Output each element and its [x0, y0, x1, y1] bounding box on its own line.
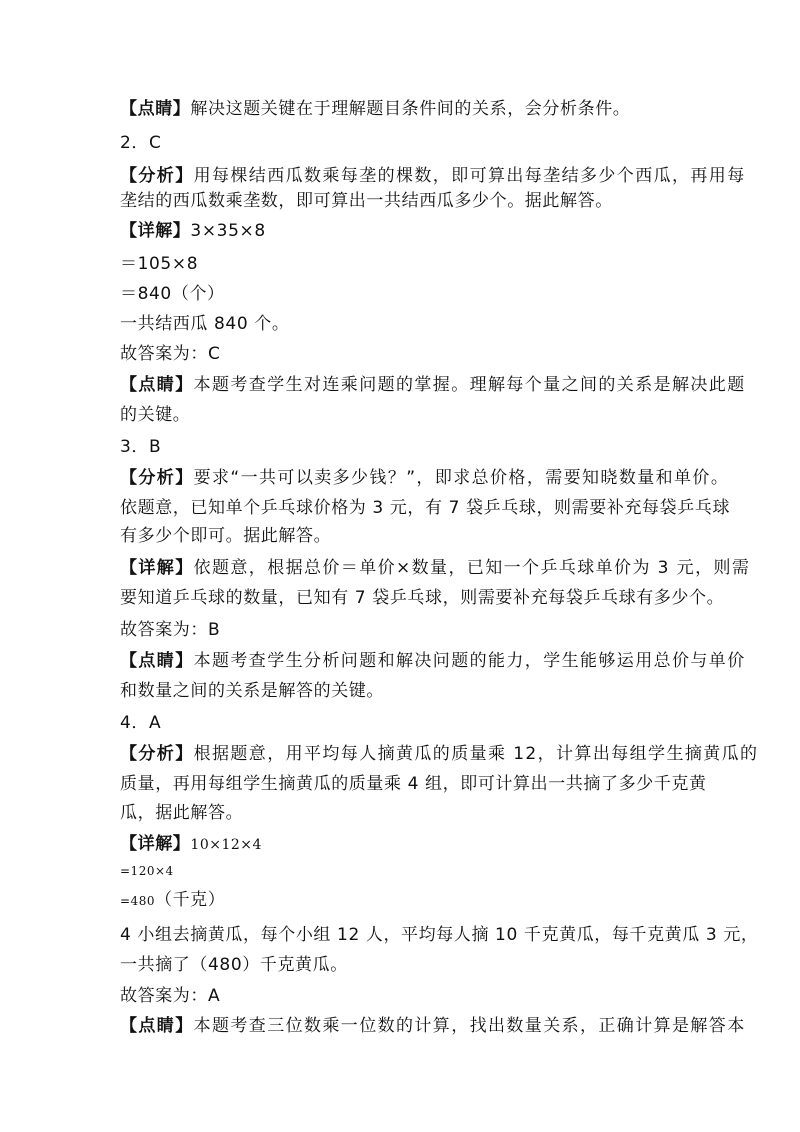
line-text: 要知道乒乓球的数量，已知有 7 袋乒乓球，则需要补充每袋乒乓球有多少个。	[120, 588, 725, 608]
section-tag: 【分析】	[120, 166, 194, 186]
math-expression: =120×4	[120, 864, 174, 878]
line-text: 质量，再用每组学生摘黄瓜的质量乘 4 组，即可计算出一共摘了多少千克黄	[120, 774, 707, 794]
text-line	[120, 923, 759, 947]
text-line	[120, 189, 613, 213]
section-tag: 【分析】	[120, 744, 194, 764]
text-line	[120, 403, 190, 427]
text-line	[120, 832, 262, 857]
line-text: （千克）	[154, 890, 226, 910]
section-tag: 【点睛】	[120, 375, 194, 395]
line-text: 和数量之间的关系是解答的关键。	[120, 681, 384, 701]
line-text: 用每棵结西瓜数乘每垄的棵数，即可算出每垄结多少个西瓜，再用每	[193, 166, 746, 186]
text-line	[120, 496, 730, 520]
text-line	[120, 586, 724, 610]
text-line	[120, 801, 243, 825]
line-text: ＝105×8	[120, 254, 199, 274]
text-line	[120, 556, 750, 580]
section-tag: 【分析】	[120, 468, 194, 488]
line-text: 瓜，据此解答。	[120, 803, 244, 823]
line-text: 要求“一共可以卖多少钱？”，即求总价格，需要知晓数量和单价。	[193, 468, 730, 488]
section-tag: 【详解】	[120, 558, 194, 578]
line-text: 一共摘了（480）千克黄瓜。	[120, 955, 348, 975]
line-text: 故答案为：A	[120, 986, 221, 1006]
line-text: 的关键。	[120, 405, 191, 425]
text-line	[120, 742, 758, 766]
text-line	[120, 219, 266, 243]
answer-line	[120, 342, 220, 366]
line-text: 3．B	[120, 437, 162, 457]
section-tag: 【点睛】	[120, 651, 194, 671]
text-line	[120, 772, 707, 796]
text-line	[120, 888, 225, 913]
line-text: 故答案为：B	[120, 620, 221, 640]
line-text: 本题考查学生对连乘问题的掌握。理解每个量之间的关系是解决此题	[193, 375, 746, 395]
text-line	[120, 679, 384, 703]
text-line	[120, 312, 289, 336]
line-text: 3×35×8	[190, 221, 266, 241]
line-text: 本题考查学生分析问题和解决问题的能力，学生能够运用总价与单价	[193, 651, 746, 671]
line-text: 垄结的西瓜数乘垄数，即可算出一共结西瓜多少个。据此解答。	[120, 191, 613, 211]
text-line	[120, 282, 225, 306]
section-tag: 【详解】	[120, 834, 191, 854]
section-tag: 【点睛】	[120, 99, 191, 119]
text-line	[120, 373, 746, 397]
text-line	[120, 649, 746, 673]
section-tag: 【详解】	[120, 221, 191, 241]
line-text: 一共结西瓜 840 个。	[120, 314, 290, 334]
line-text: ＝840（个）	[120, 284, 225, 304]
math-expression: 10×12×4	[190, 837, 262, 853]
math-expression: =480	[120, 894, 155, 908]
line-text: 本题考查三位数乘一位数的计算，找出数量关系，正确计算是解答本	[193, 1016, 746, 1036]
text-line	[120, 953, 348, 977]
line-text: 故答案为：C	[120, 344, 221, 364]
answer-line	[120, 618, 220, 642]
line-text: 有多少个即可。据此解答。	[120, 526, 332, 546]
text-line	[120, 524, 331, 548]
line-text: 解决这题关键在于理解题目条件间的关系，会分析条件。	[190, 99, 631, 119]
line-text: 4 小组去摘黄瓜，每个小组 12 人，平均每人摘 10 千克黄瓜，每千克黄瓜 3 元，	[120, 925, 759, 945]
text-line	[120, 97, 630, 121]
text-line	[120, 1014, 746, 1038]
line-text: 依题意，已知单个乒乓球价格为 3 元，有 7 袋乒乓球，则需要补充每袋乒乓球	[120, 498, 731, 518]
question-number	[120, 711, 161, 735]
line-text: 根据题意，用平均每人摘黄瓜的质量乘 12，计算出每组学生摘黄瓜的	[193, 744, 759, 764]
text-line	[120, 858, 174, 883]
line-text: 4．A	[120, 713, 162, 733]
answer-line	[120, 984, 220, 1008]
line-text: 2．C	[120, 133, 162, 153]
section-tag: 【点睛】	[120, 1016, 194, 1036]
line-text: 依题意，根据总价＝单价×数量，已知一个乒乓球单价为 3 元，则需	[193, 558, 751, 578]
question-number	[120, 131, 162, 155]
text-line	[120, 164, 746, 188]
question-number	[120, 435, 161, 459]
text-line	[120, 252, 198, 276]
text-line	[120, 466, 729, 490]
